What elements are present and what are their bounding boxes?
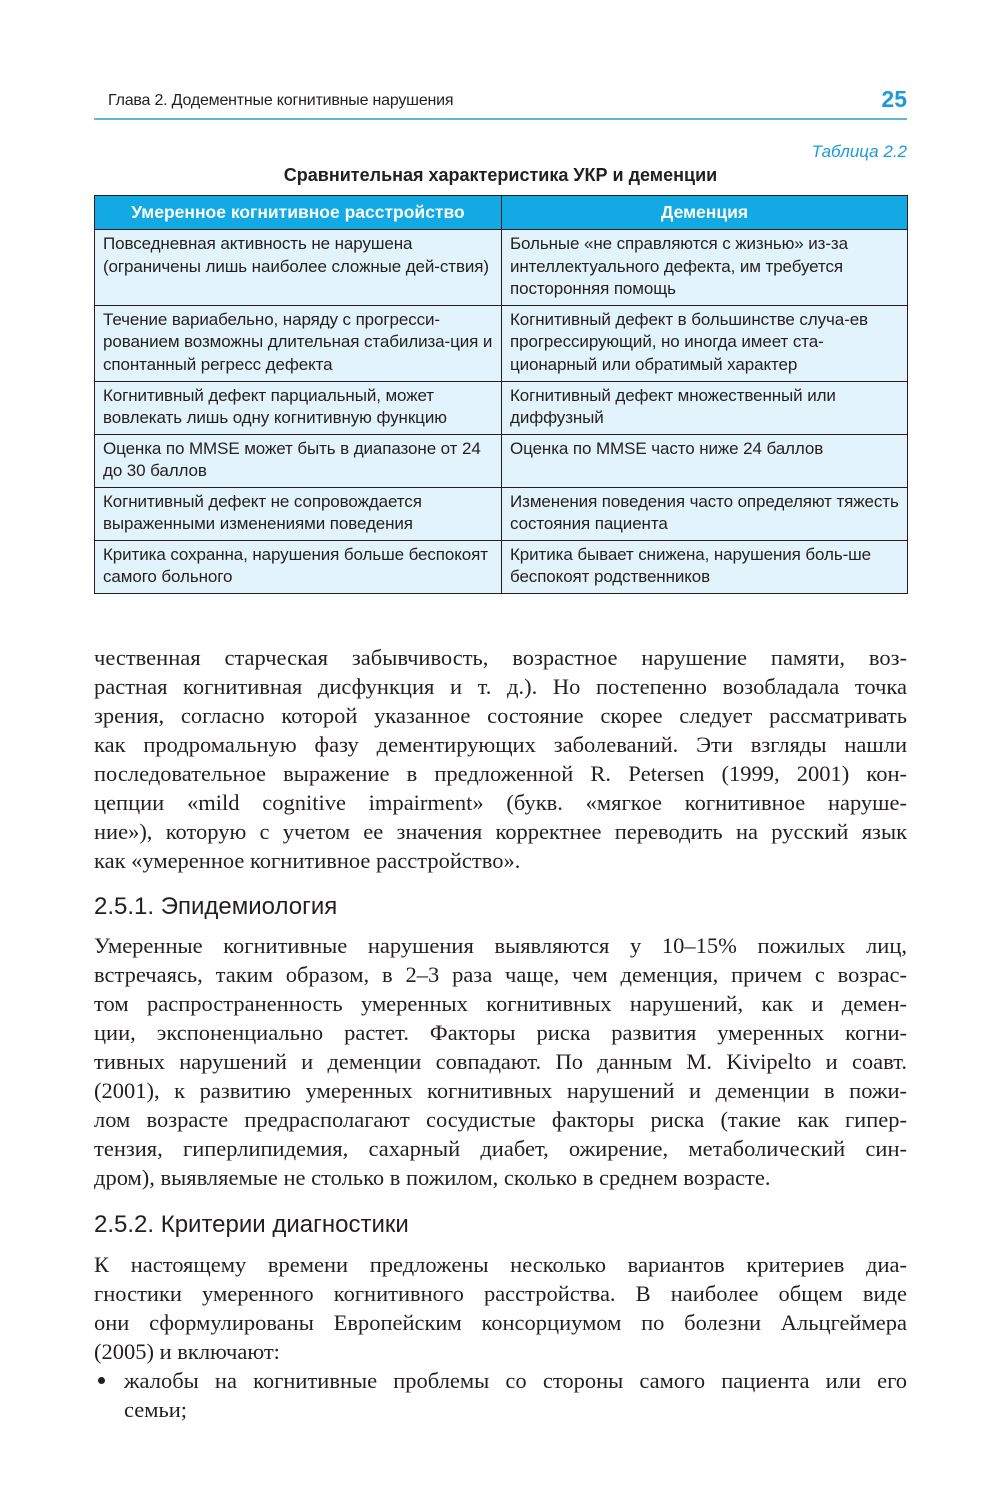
table-row bbox=[95, 230, 908, 306]
text-line: (2001), к развитию умеренных когнитивных нарушений и деменции в пожи- bbox=[94, 1078, 907, 1103]
section-heading-criteria: 2.5.2. Критерии диагностики bbox=[94, 1211, 409, 1238]
bullet-icon bbox=[98, 1377, 105, 1384]
text-line: (2005) и включают: bbox=[94, 1339, 280, 1364]
text-line: тивных нарушений и деменции совпадают. По данным M. Kivipelto и соавт. bbox=[94, 1049, 907, 1074]
page-number: 25 bbox=[881, 86, 907, 112]
cell-dementia: Изменения поведения часто определяют тяжесть состояния пациента bbox=[502, 487, 908, 540]
paragraph-1 bbox=[94, 643, 907, 875]
text-line: встречаясь, таким образом, в 2–3 раза чаще, чем деменция, причем с возрас- bbox=[94, 962, 907, 987]
table-row bbox=[95, 540, 908, 593]
text-line: растная когнитивная дисфункция и т. д.). Но постепенно возобладала точка bbox=[94, 674, 907, 699]
text-line: ние»), которую с учетом ее значения корректнее переводить на русский язык bbox=[94, 819, 907, 844]
text-line: тензия, гиперлипидемия, сахарный диабет, ожирение, метаболический син- bbox=[94, 1136, 907, 1161]
table-title: Сравнительная характеристика УКР и деменции bbox=[283, 165, 718, 185]
text-line: гностики умеренного когнитивного расстройства. В наиболее общем виде bbox=[94, 1281, 907, 1306]
text-line: как «умеренное когнитивное расстройство». bbox=[94, 848, 521, 873]
text-line: они сформулированы Европейским консорциумом по болезни Альцгеймера bbox=[94, 1310, 907, 1335]
comparison-table bbox=[94, 195, 908, 594]
paragraph-3 bbox=[94, 1250, 907, 1366]
text-line: зрения, согласно которой указанное состояние скорее следует рассматривать bbox=[94, 703, 907, 728]
column-header-mci: Умеренное когнитивное расстройство bbox=[95, 196, 502, 230]
text-line: лом возрасте предрасполагают сосудистые факторы риска (такие как гипер- bbox=[94, 1107, 907, 1132]
text-line: Умеренные когнитивные нарушения выявляются у 10–15% пожилых лиц, bbox=[94, 933, 907, 958]
running-head: Глава 2. Додементные когнитивные нарушения bbox=[108, 92, 454, 109]
cell-dementia: Когнитивный дефект множественный или диффузный bbox=[502, 381, 908, 434]
table-row bbox=[95, 305, 908, 381]
cell-mci: Критика сохранна, нарушения больше беспокоят самого больного bbox=[95, 540, 502, 593]
text-line: жалобы на когнитивные проблемы со стороны самого пациента или его bbox=[124, 1368, 907, 1393]
text-line: чественная старческая забывчивость, возрастное нарушение памяти, воз- bbox=[94, 645, 907, 670]
cell-dementia: Критика бывает снижена, нарушения боль-ше беспокоят родственников bbox=[502, 540, 908, 593]
cell-mci: Течение вариабельно, наряду с прогресси-рованием возможны длительная стабилиза-ция и спонтанный регресс дефекта bbox=[95, 305, 502, 381]
column-header-dementia: Деменция bbox=[502, 196, 908, 230]
table-row bbox=[95, 487, 908, 540]
text-line: дром), выявляемые не столько в пожилом, сколько в среднем возрасте. bbox=[94, 1165, 771, 1190]
header-divider bbox=[94, 118, 907, 120]
text-line: цепции «mild cognitive impairment» (букв. «мягкое когнитивное наруше- bbox=[94, 790, 907, 815]
bullet-item bbox=[94, 1366, 907, 1424]
cell-mci: Повседневная активность не нарушена (ограничены лишь наиболее сложные дей-ствия) bbox=[95, 230, 502, 306]
section-heading-epidemiology: 2.5.1. Эпидемиология bbox=[94, 893, 338, 920]
table-header-row bbox=[95, 196, 908, 230]
table-label: Таблица 2.2 bbox=[811, 142, 907, 161]
cell-dementia: Когнитивный дефект в большинстве случа-ев прогрессирующий, но иногда имеет ста-ционарный или обратимый характер bbox=[502, 305, 908, 381]
cell-mci: Оценка по MMSE может быть в диапазоне от 24 до 30 баллов bbox=[95, 434, 502, 487]
text-line: ции, экспоненциально растет. Факторы риска развития умеренных когни- bbox=[94, 1020, 907, 1045]
cell-dementia: Больные «не справляются с жизнью» из-за интеллектуального дефекта, им требуется посторонняя помощь bbox=[502, 230, 908, 306]
table-row bbox=[95, 434, 908, 487]
text-line: как продромальную фазу дементирующих заболеваний. Эти взгляды нашли bbox=[94, 732, 907, 757]
paragraph-2 bbox=[94, 931, 907, 1192]
cell-mci: Когнитивный дефект не сопровождается выраженными изменениями поведения bbox=[95, 487, 502, 540]
text-line: последовательное выражение в предложенной R. Petersen (1999, 2001) кон- bbox=[94, 761, 907, 786]
text-line: К настоящему времени предложены несколько вариантов критериев диа- bbox=[94, 1252, 907, 1277]
table-row bbox=[95, 381, 908, 434]
text-line: семьи; bbox=[124, 1397, 188, 1422]
text-line: том распространенность умеренных когнитивных нарушений, как и демен- bbox=[94, 991, 907, 1016]
cell-dementia: Оценка по MMSE часто ниже 24 баллов bbox=[502, 434, 908, 487]
cell-mci: Когнитивный дефект парциальный, может вовлекать лишь одну когнитивную функцию bbox=[95, 381, 502, 434]
